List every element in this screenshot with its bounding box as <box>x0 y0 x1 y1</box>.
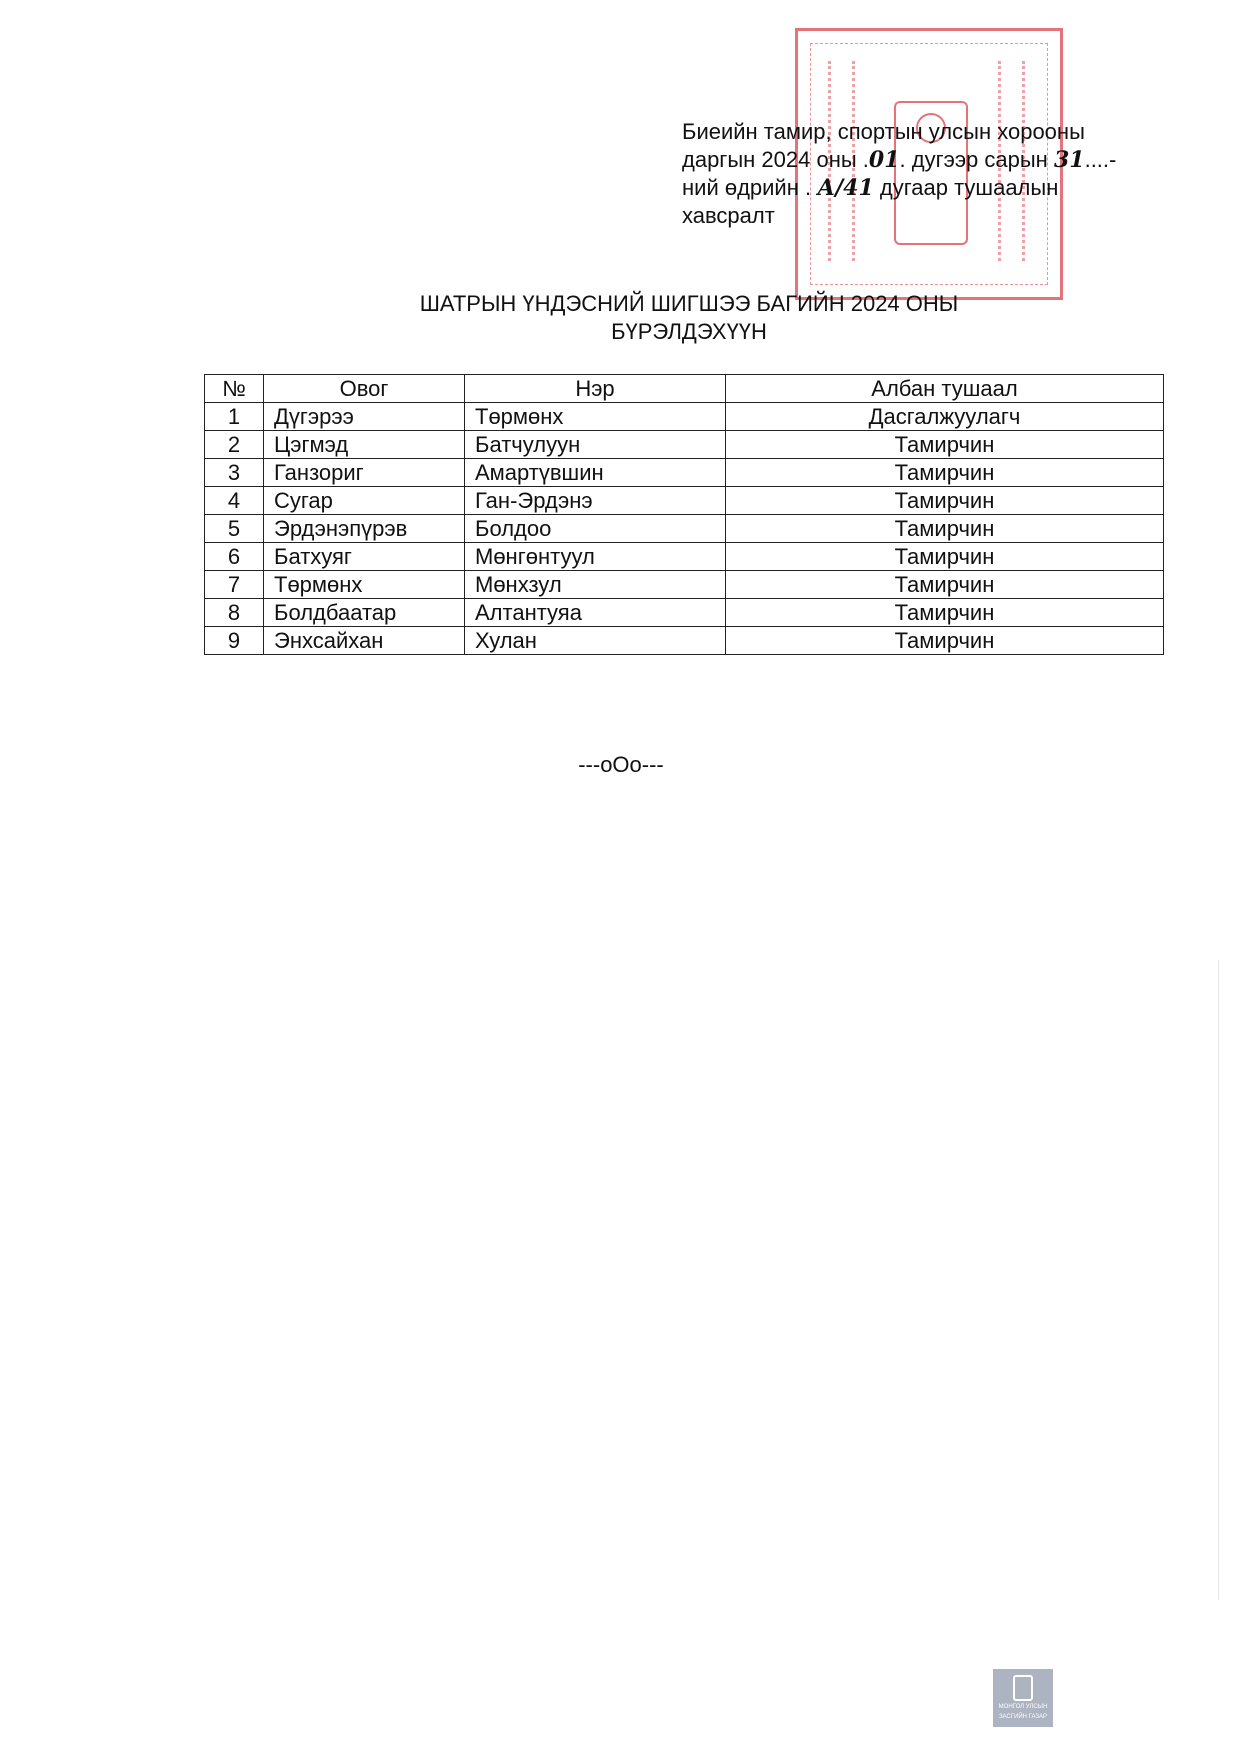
cell-number: 7 <box>205 571 264 599</box>
cell-number: 2 <box>205 431 264 459</box>
cell-number: 1 <box>205 403 264 431</box>
table-row <box>205 571 1164 599</box>
cell-position: Тамирчин <box>726 515 1164 543</box>
header-text-fragment: ний өдрийн . <box>682 175 818 200</box>
cell-number: 4 <box>205 487 264 515</box>
table-row <box>205 431 1164 459</box>
cell-name: Мөнхзул <box>465 571 726 599</box>
cell-number: 9 <box>205 627 264 655</box>
table-row <box>205 627 1164 655</box>
table-row <box>205 487 1164 515</box>
header-text-fragment: . дугээр сарын <box>899 147 1054 172</box>
header-line-2 <box>682 146 1174 174</box>
cell-name: Ган-Эрдэнэ <box>465 487 726 515</box>
cell-name: Алтантуяа <box>465 599 726 627</box>
cell-number: 3 <box>205 459 264 487</box>
cell-position: Тамирчин <box>726 627 1164 655</box>
header-line-1: Биеийн тамир, спортын улсын хорооны <box>682 119 1085 144</box>
table-row <box>205 403 1164 431</box>
cell-surname: Батхуяг <box>264 543 465 571</box>
logo-text-line-1: МОНГОЛ УЛСЫН <box>998 1704 1048 1710</box>
cell-position: Тамирчин <box>726 571 1164 599</box>
cell-number: 5 <box>205 515 264 543</box>
table-row <box>205 515 1164 543</box>
government-logo <box>993 1669 1053 1727</box>
column-header-surname: Овог <box>264 375 465 403</box>
cell-name: Төрмөнх <box>465 403 726 431</box>
cell-surname: Дүгэрээ <box>264 403 465 431</box>
cell-surname: Эрдэнэпүрэв <box>264 515 465 543</box>
cell-surname: Болдбаатар <box>264 599 465 627</box>
cell-position: Тамирчин <box>726 599 1164 627</box>
cell-name: Амартүвшин <box>465 459 726 487</box>
cell-surname: Төрмөнх <box>264 571 465 599</box>
cell-surname: Энхсайхан <box>264 627 465 655</box>
cell-name: Болдоо <box>465 515 726 543</box>
table-row <box>205 459 1164 487</box>
cell-position: Тамирчин <box>726 459 1164 487</box>
cell-number: 8 <box>205 599 264 627</box>
table-header-row <box>205 375 1164 403</box>
attachment-header <box>682 118 1174 230</box>
cell-number: 6 <box>205 543 264 571</box>
header-text-fragment: дугаар тушаалын <box>873 175 1059 200</box>
cell-name: Батчулуун <box>465 431 726 459</box>
cell-surname: Цэгмэд <box>264 431 465 459</box>
title-line-1: ШАТРЫН ҮНДЭСНИЙ ШИГШЭЭ БАГИЙН 2024 ОНЫ <box>419 291 959 316</box>
column-header-name: Нэр <box>465 375 726 403</box>
table-row <box>205 599 1164 627</box>
soyombo-icon <box>1013 1675 1033 1701</box>
cell-position: Тамирчин <box>726 431 1164 459</box>
cell-surname: Ганзориг <box>264 459 465 487</box>
header-line-4: хавсралт <box>682 203 775 228</box>
handwritten-day: 31 <box>1053 147 1085 173</box>
table-row <box>205 543 1164 571</box>
cell-name: Мөнгөнтуул <box>465 543 726 571</box>
team-roster-table <box>204 374 1164 655</box>
document-title <box>200 290 1178 346</box>
scan-edge-line <box>1218 960 1219 1600</box>
handwritten-order-number: А/41 <box>817 175 874 201</box>
handwritten-month: 01 <box>868 147 900 173</box>
column-header-number: № <box>205 375 264 403</box>
header-text-fragment: ....- <box>1084 147 1117 172</box>
cell-surname: Сугар <box>264 487 465 515</box>
cell-position: Тамирчин <box>726 543 1164 571</box>
cell-name: Хулан <box>465 627 726 655</box>
header-line-3 <box>682 174 1174 202</box>
logo-text-line-2: ЗАСГИЙН ГАЗАР <box>998 1714 1048 1720</box>
column-header-position: Албан тушаал <box>726 375 1164 403</box>
document-end-mark: ---oOo--- <box>578 752 664 777</box>
cell-position: Тамирчин <box>726 487 1164 515</box>
title-line-2: БҮРЭЛДЭХҮҮН <box>611 319 767 344</box>
header-text-fragment: даргын 2024 оны . <box>682 147 869 172</box>
cell-position: Дасгалжуулагч <box>726 403 1164 431</box>
